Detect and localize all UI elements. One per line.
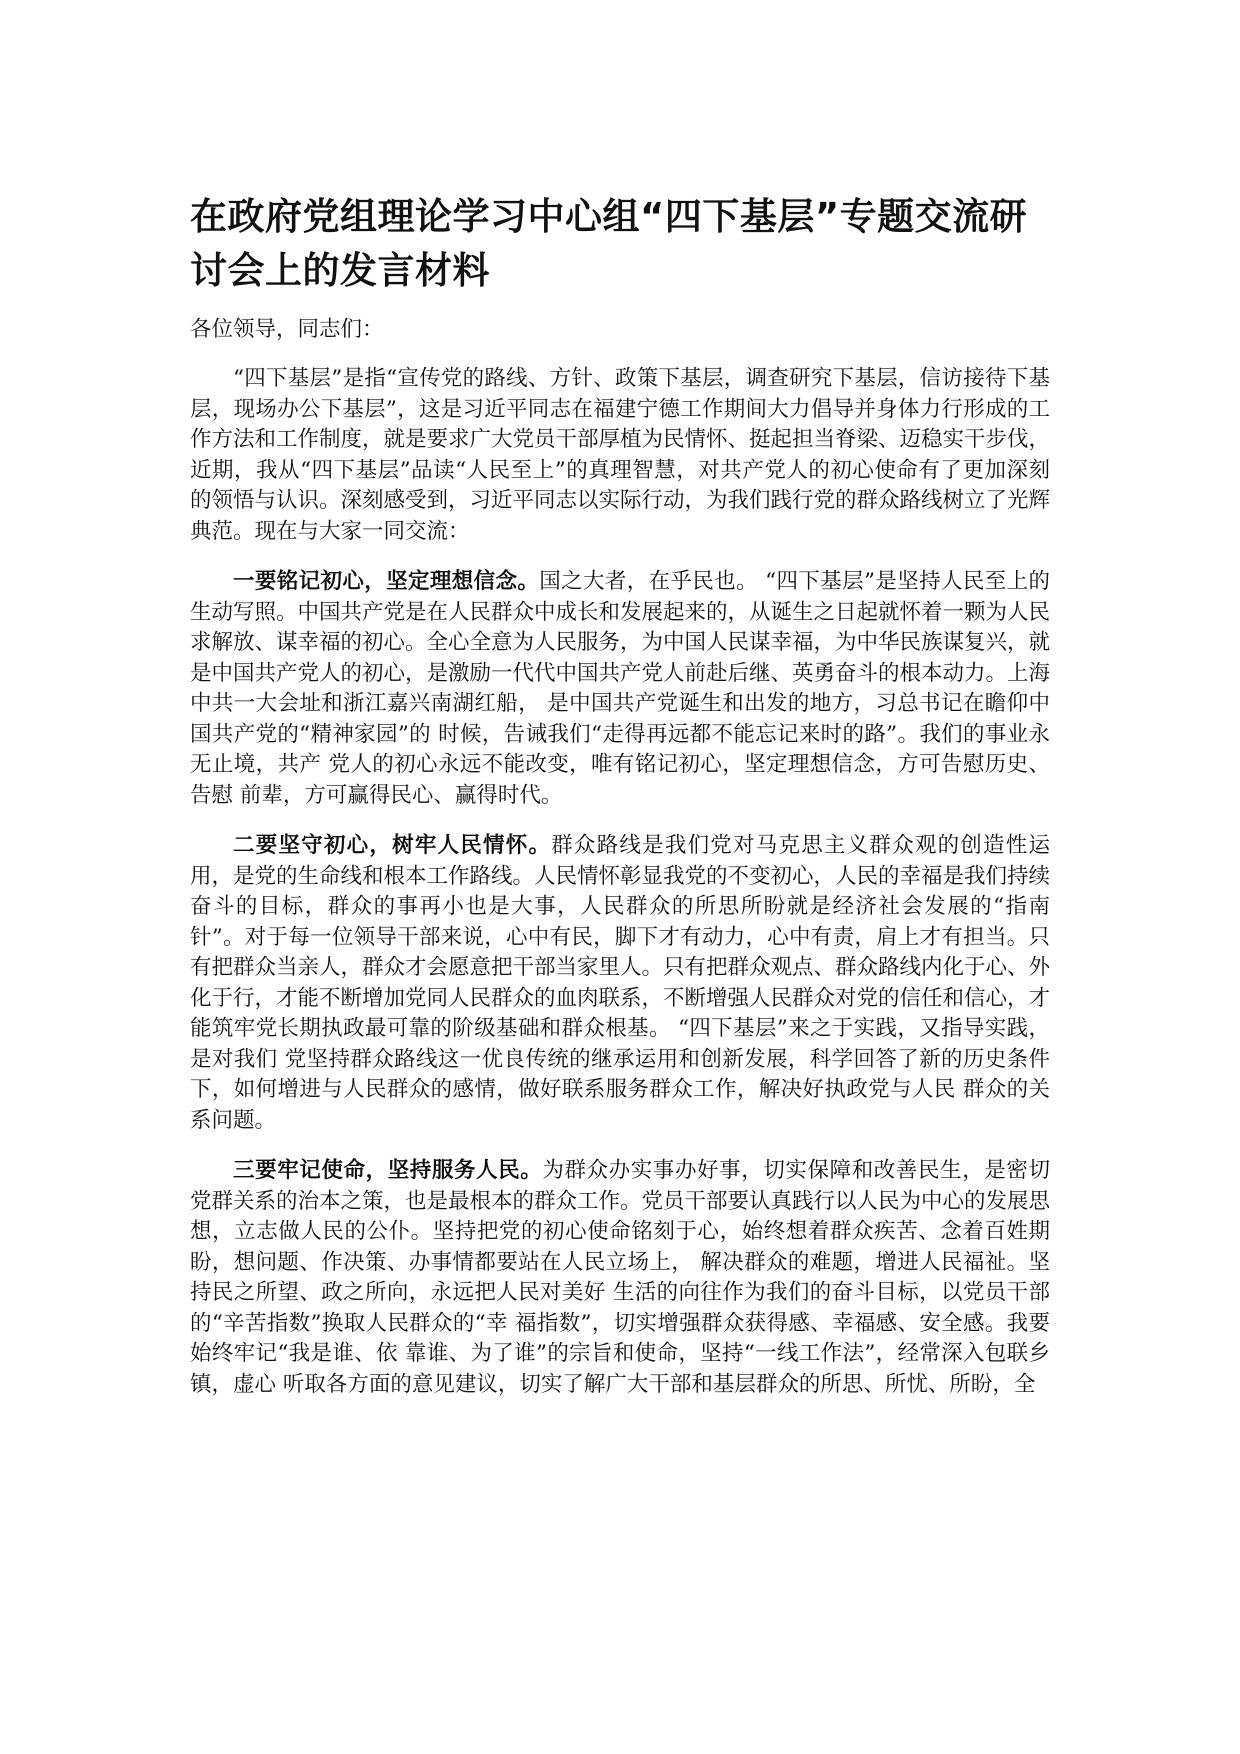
section-paragraph-3 — [190, 1156, 1050, 1400]
section-body-3: 为群众办实事办好事，切实保障和改善民生，是密切党群关系的治本之策，也是最根本的群众工作。党员干部要认真践行以人民为中心的发展思想，立志做人民的公仆。坚持把党的初心使命铭刻于心，始终想着群众疾苦、念着百姓期盼，想问题、作决策、办事情都要站在人民立场上， 解决群众的难题，增进人民福祉。坚持民之所望、政之所向，永远把人民对美好 生活的向往作为我们的奋斗目标，以党员干部的“辛苦指数”换取人民群众的“幸 福指数”，切实增强群众获得感、幸福感、安全感。我要始终牢记“我是谁、依 靠谁、为了谁”的宗旨和使命，坚持“一线工作法”，经常深入包联乡镇，虚心 听取各方面的意见建议，切实了解广大干部和基层群众的所思、所忧、所盼，全 — [190, 1158, 1051, 1397]
section-heading-1: 一要铭记初心，坚定理想信念。 — [233, 569, 540, 594]
document-title: 在政府党组理论学习中心组“四下基层”专题交流研讨会上的发言材料 — [190, 195, 1028, 292]
section-heading-3: 三要牢记使命，坚持服务人民。 — [233, 1158, 543, 1183]
section-paragraph-2 — [190, 831, 1050, 1136]
section-heading-2: 二要坚守初心，树牢人民情怀。 — [233, 833, 552, 858]
document-page — [190, 190, 1050, 1420]
section-paragraph-1 — [190, 567, 1050, 811]
section-body-2: 群众路线是我们党对马克思主义群众观的创造性运用，是党的生命线和根本工作路线。人民情怀彰显我党的不变初心，人民的幸福是我们持续奋斗的目标，群众的事再小也是大事，人民群众的所思所盼就是经济社会发展的“指南针”。对于每一位领导干部来说，心中有民，脚下才有动力，心中有责，肩上才有担当。只有把群众当亲人，群众才会愿意把干部当家里人。只有把群众观点、群众路线内化于心、外化于行，才能不断增加党同人民群众的血肉联系，不断增强人民群众对党的信任和信心，才能筑牢党长期执政最可靠的阶级基础和群众根基。 “四下基层”来之于实践，又指导实践，是对我们 党坚持群众路线这一优良传统的继承运用和创新发展，科学回答了新的历史条件 下，如何增进与人民群众的感情，做好联系服务群众工作，解决好执政党与人民 群众的关系问题。 — [190, 833, 1051, 1133]
intro-paragraph: “四下基层”是指“宣传党的路线、方针、政策下基层，调查研究下基层，信访接待下基层，现场办公下基层”，这是习近平同志在福建宁德工作期间大力倡导并身体力行形成的工作方法和工作制度，就是要求广大党员干部厚植为民情怀、挺起担当脊梁、迈稳实干步伐，近期，我从“四下基层”品读“人民至上”的真理智慧，对共产党人的初心使命有了更加深刻的领悟与认识。深刻感受到，习近平同志以实际行动，为我们践行党的群众路线树立了光辉典范。现在与大家一同交流： — [190, 366, 1051, 544]
salutation: 各位领导，同志们： — [190, 317, 384, 342]
section-body-1: 国之大者，在乎民也。 “四下基层”是坚持人民至上的生动写照。中国共产党是在人民群众中成长和发展起来的，从诞生之日起就怀着一颗为人民求解放、谋幸福的初心。全心全意为人民服务，为中国人民谋幸福，为中华民族谋复兴，就是中国共产党人的初心，是激励一代代中国共产党人前赴后继、英勇奋斗的根本动力。上海中共一大会址和浙江嘉兴南湖红船， 是中国共产党诞生和出发的地方，习总书记在瞻仰中国共产党的“精神家园”的 时候，告诫我们“走得再远都不能忘记来时的路”。我们的事业永无止境，共产 党人的初心永远不能改变，唯有铭记初心，坚定理想信念，方可告慰历史、告慰 前辈，方可赢得民心、赢得时代。 — [190, 569, 1051, 808]
